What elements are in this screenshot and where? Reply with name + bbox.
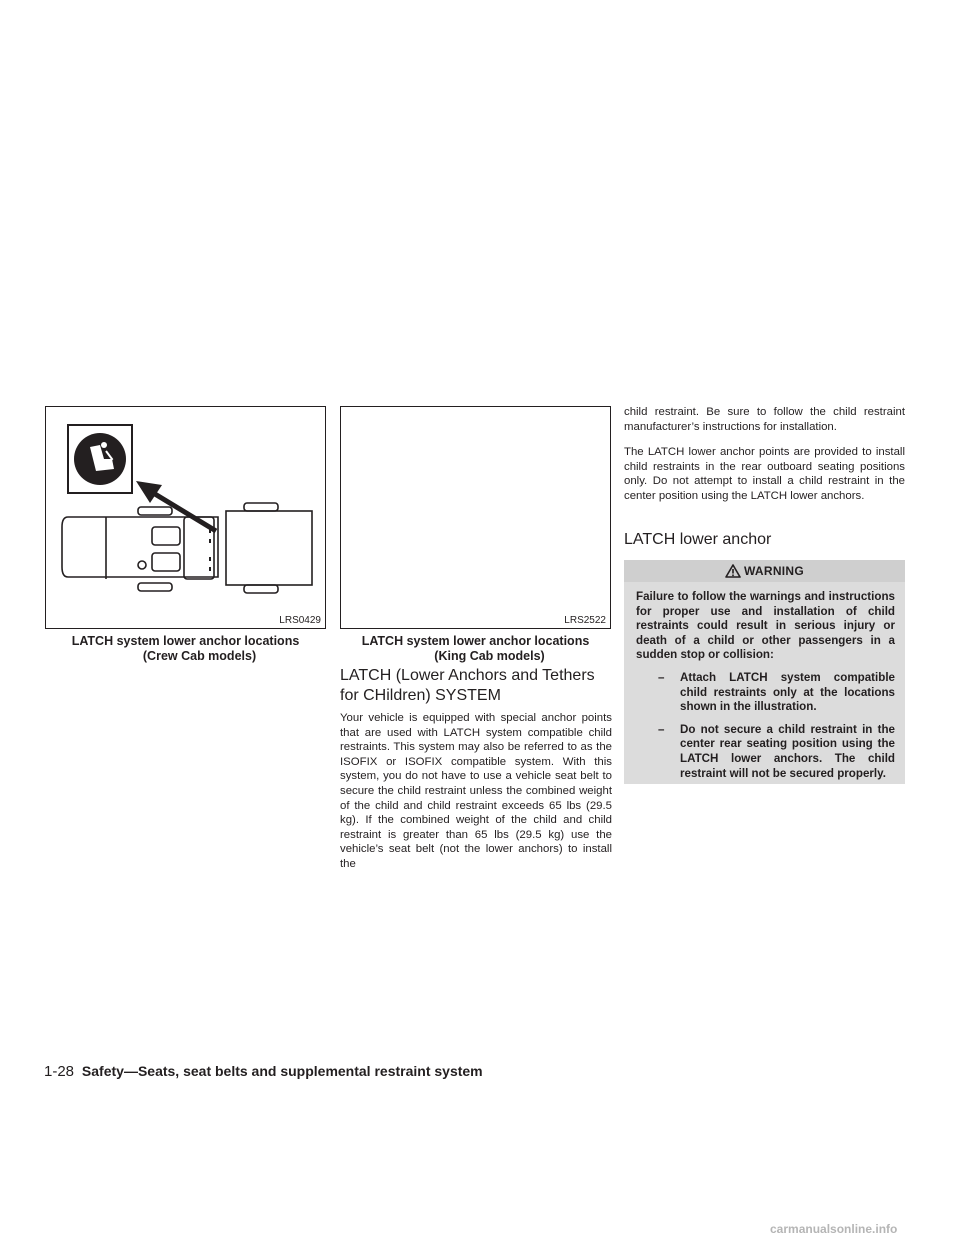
paragraph: Your vehicle is equipped with special anchor points that are used with LATCH system compatible child restraints. This system may also be referred to as the ISOFIX or ISOFIX compatible system. With this system, you do not have to use a vehicle seat belt to secure the child restraint unless the combined weight of the child and child restraint exceeds 65 lbs (29.5 kg). If the combined weight of the child and child restraint is greater than 65 lbs (29.5 kg) use the vehicle’s seat belt (not the lower anchors) to install the: [340, 712, 612, 870]
figure-code: LRS0429: [279, 615, 321, 626]
watermark: carmanualsonline.info: [770, 1222, 898, 1236]
subsection-heading: LATCH lower anchor: [624, 531, 772, 548]
warning-body: [624, 582, 905, 781]
crew-cab-illustration: [46, 407, 325, 628]
page-footer: [44, 1063, 483, 1080]
warning-intro: Failure to follow the warnings and instructions for proper use and installation of child restraints could result in serious injury or death of a child or other passengers in a sudden stop or collision:: [636, 590, 895, 662]
warning-title: WARNING: [743, 564, 805, 578]
dash-bullet: –: [658, 670, 665, 684]
dash-bullet: –: [658, 722, 665, 736]
paragraph: The LATCH lower anchor points are provided to install child restraints in the rear outboard seating positions only. Do not attempt to install a child restraint in the center position using the LATCH lower anchors.: [624, 446, 905, 502]
section-heading: LATCH (Lower Anchors and Tethers for CHildren) SYSTEM: [340, 667, 595, 704]
warning-header: [624, 560, 905, 582]
figure-code: LRS2522: [564, 615, 606, 626]
warning-box: [624, 560, 905, 784]
truck-top-view: [62, 503, 312, 593]
warning-item: – Do not secure a child restraint in the center rear seating position using the LATCH lower anchors. The child restraint will not be secured properly.: [658, 722, 895, 780]
warning-item: – Attach LATCH system compatible child restraints only at the locations shown in the illustration.: [658, 670, 895, 714]
figure-caption: LATCH system lower anchor locations (King Cab models): [361, 634, 590, 663]
figure-crew-cab: [45, 406, 326, 629]
warning-triangle-icon: [725, 564, 741, 578]
figure-caption: LATCH system lower anchor locations (Crew Cab models): [71, 634, 300, 663]
paragraph: child restraint. Be sure to follow the child restraint manufacturer’s instructions for installation.: [624, 406, 905, 433]
latch-child-seat-icon: [68, 425, 132, 493]
page-number: 1-28: [44, 1063, 75, 1080]
anchor-pointer-arrow: [136, 481, 216, 531]
chapter-title: Safety—Seats, seat belts and supplemental restraint system: [81, 1063, 483, 1079]
figure-king-cab: [340, 406, 611, 629]
